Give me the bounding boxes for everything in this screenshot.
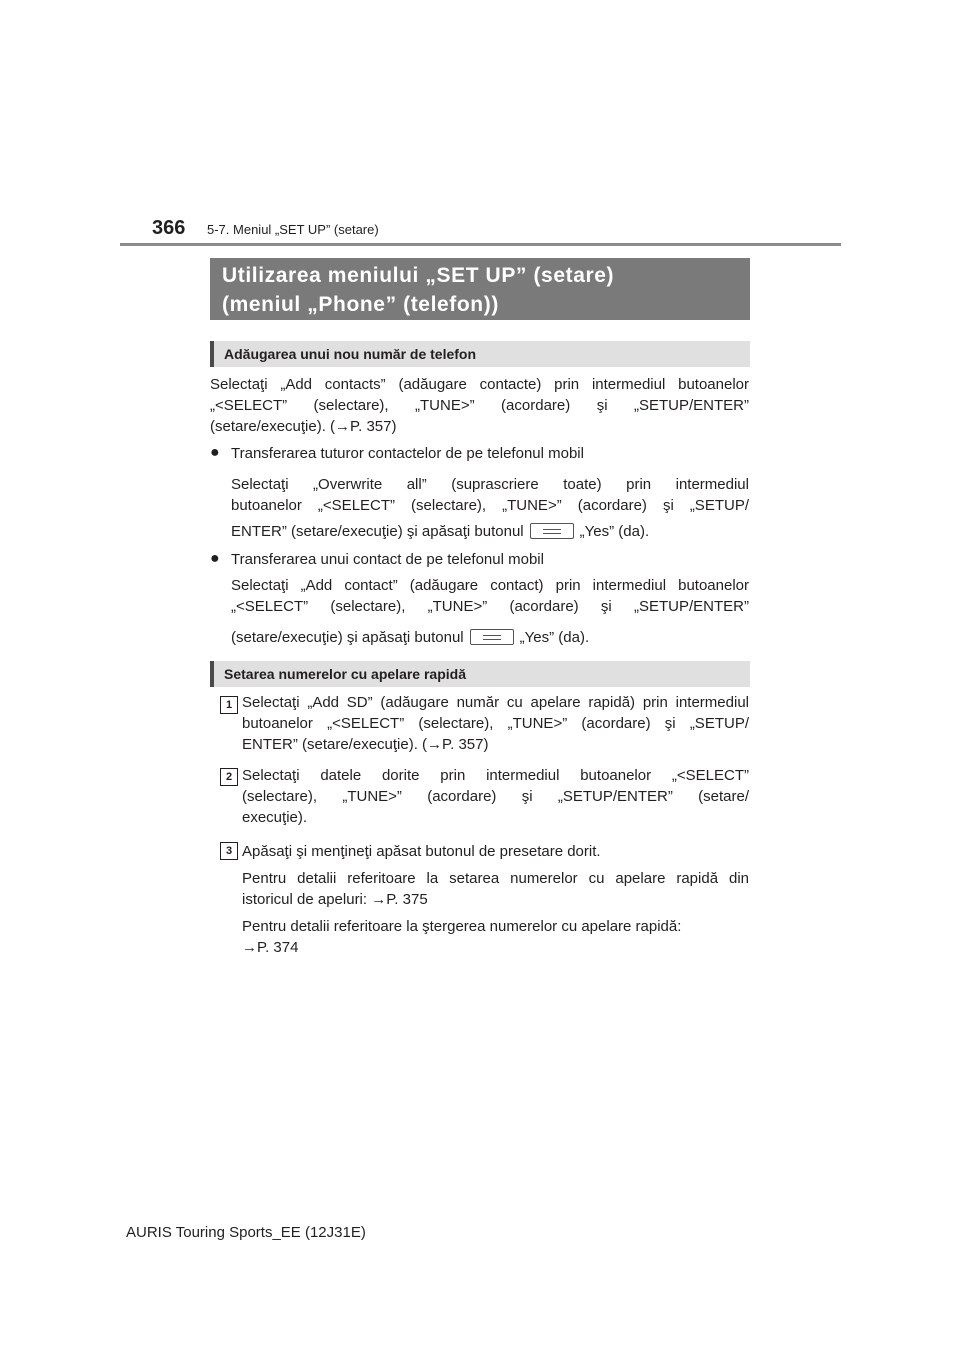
step-number-badge: 3 <box>220 842 238 860</box>
bullet-body <box>231 474 749 516</box>
page-number: 366 <box>152 217 186 239</box>
bullet-line: Selectaţi „Add contact” (adăugare contact) prin intermediul butoanelor <box>231 577 749 594</box>
bullet-line: Selectaţi „Overwrite all” (suprascriere toate) prin intermediul <box>231 476 749 493</box>
note-speed-dial-history <box>242 868 749 910</box>
step-number-badge: 2 <box>220 768 238 786</box>
intro-line: Selectaţi „Add contacts” (adăugare contacte) prin intermediul butoanelor <box>210 376 749 393</box>
intro-paragraph <box>210 374 749 437</box>
step-text <box>242 765 749 828</box>
bullet-last-text: „Yes” (da). <box>519 629 590 646</box>
subheading-speed-dial: Setarea numerelor cu apelare rapidă <box>210 661 750 687</box>
bullet-last-text: ENTER” (setare/execuţie) şi apăsaţi butonul <box>231 523 524 540</box>
bullet-last-line <box>231 627 751 648</box>
note-line: istoricul de apeluri: →P. 375 <box>242 891 428 908</box>
step-line: Apăsaţi şi menţineţi apăsat butonul de presetare dorit. <box>242 843 601 860</box>
bullet-last-text: (setare/execuţie) şi apăsaţi butonul <box>231 629 464 646</box>
bullet-body <box>231 575 749 617</box>
bullet-last-line <box>231 521 751 542</box>
intro-line: (setare/execuţie). (→P. 357) <box>210 418 397 435</box>
title-line-2: (meniul „Phone” (telefon)) <box>222 293 499 316</box>
step-text <box>242 692 749 755</box>
bullet-title: Transferarea unui contact de pe telefonul mobil <box>231 551 544 568</box>
step-line: butoanelor „<SELECT” (selectare), „TUNE>” (acordare) şi „SETUP/ <box>242 715 749 732</box>
note-line: →P. 374 <box>242 939 299 956</box>
step-line: execuţie). <box>242 809 308 826</box>
note-line: Pentru detalii referitoare la ştergerea numerelor cu apelare rapidă: <box>242 918 682 935</box>
page-title <box>210 258 750 320</box>
note-speed-dial-delete <box>242 916 749 958</box>
yes-button-icon <box>470 629 514 645</box>
subheading-add-number: Adăugarea unui nou număr de telefon <box>210 341 750 367</box>
bullet-line: „<SELECT” (selectare), „TUNE>” (acordare) şi „SETUP/ENTER” <box>231 598 749 615</box>
footer-model-code: AURIS Touring Sports_EE (12J31E) <box>126 1224 366 1241</box>
step-text <box>242 841 749 862</box>
bullet-marker-icon: ● <box>210 550 220 567</box>
bullet-title: Transferarea tuturor contactelor de pe telefonul mobil <box>231 445 584 462</box>
section-reference: 5-7. Meniul „SET UP” (setare) <box>207 222 379 237</box>
step-line: (selectare), „TUNE>” (acordare) şi „SETUP/ENTER” (setare/ <box>242 788 749 805</box>
note-line: Pentru detalii referitoare la setarea numerelor cu apelare rapidă din <box>242 870 749 887</box>
bullet-line: butoanelor „<SELECT” (selectare), „TUNE>” (acordare) şi „SETUP/ <box>231 497 749 514</box>
bullet-marker-icon: ● <box>210 444 220 461</box>
bullet-last-text: „Yes” (da). <box>579 523 650 540</box>
intro-line: „<SELECT” (selectare), „TUNE>” (acordare) şi „SETUP/ENTER” <box>210 397 749 414</box>
step-line: Selectaţi „Add SD” (adăugare număr cu apelare rapidă) prin intermediul <box>242 694 749 711</box>
header-divider <box>120 243 841 246</box>
step-line: Selectaţi datele dorite prin intermediul butoanelor „<SELECT” <box>242 767 749 784</box>
step-line: ENTER” (setare/execuţie). (→P. 357) <box>242 736 489 753</box>
title-line-1: Utilizarea meniului „SET UP” (setare) <box>222 264 615 287</box>
yes-button-icon <box>530 523 574 539</box>
step-number-badge: 1 <box>220 696 238 714</box>
